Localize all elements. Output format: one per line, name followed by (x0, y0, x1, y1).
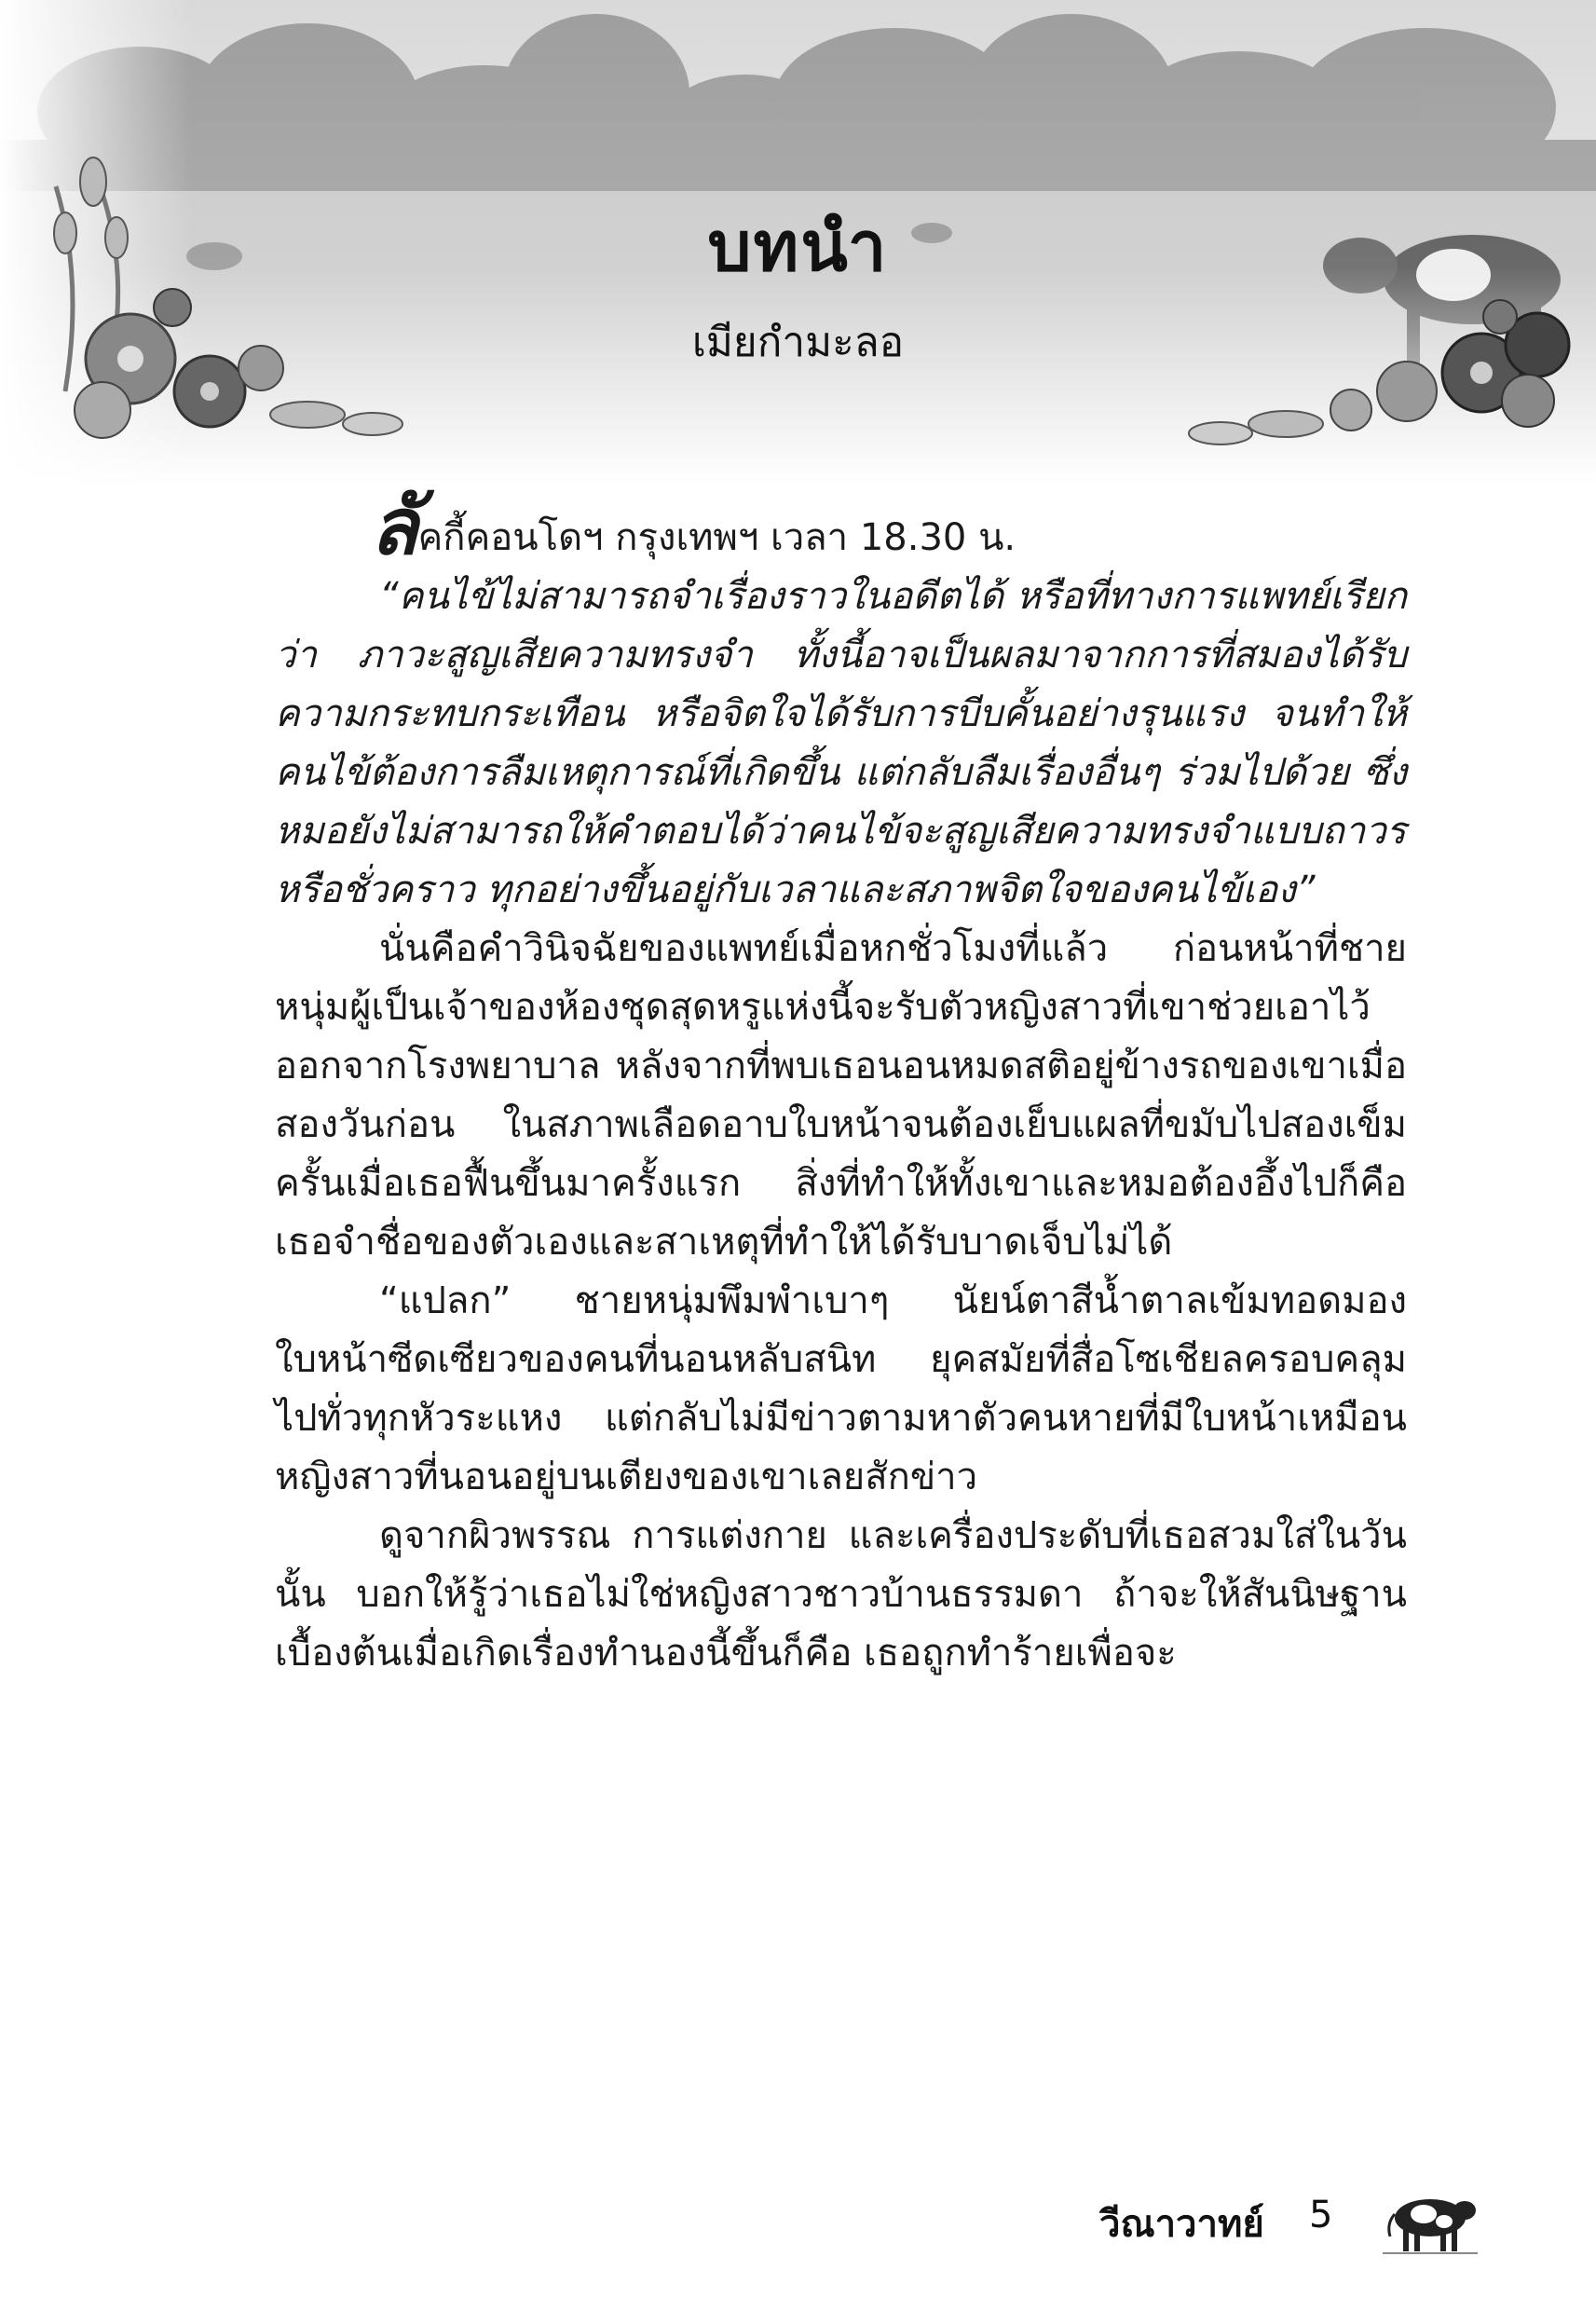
cow-icon (1379, 2182, 1481, 2257)
footer-book-title: วีณาวาทย์ (1099, 2203, 1264, 2246)
paragraph: “แปลก” ชายหนุ่มพึมพำเบาๆ นัยน์ตาสีน้ำตาลเข้มทอดมองใบหน้าซีดเซียวของคนที่นอนหลับสนิท ยุคสมัยที่สื่อโซเชียลครอบคลุมไปทั่วทุกหัวระแหง แต่กลับไม่มีข่าวตามหาตัวคนหายที่มีใบหน้าเหมือนหญิงสาวที่นอนอยู่บนเตียงของเขาเลยสักข่าว (275, 1279, 1407, 1498)
paragraph: “คนไข้ไม่สามารถจำเรื่องราวในอดีตได้ หรือที่ทางการแพทย์เรียกว่า ภาวะสูญเสียความทรงจำ ทั้งนี้อาจเป็นผลมาจากการที่สมองได้รับความกระทบกระเทือน หรือจิตใจได้รับการบีบคั้นอย่างรุนแรง จนทำให้คนไข้ต้องการลืมเหตุการณ์ที่เกิดขึ้น แต่กลับลืมเรื่องอื่นๆ ร่วมไปด้วย ซึ่งหมอยังไม่สามารถให้คำตอบได้ว่าคนไข้จะสูญเสียความทรงจำแบบถาวรหรือชั่วคราว ทุกอย่างขึ้นอยู่กับเวลาและสภาพจิตใจของคนไข้เอง” (275, 575, 1407, 911)
chapter-title: บทนำ (707, 207, 889, 287)
opening-line (275, 481, 1407, 572)
paragraph: ดูจากผิวพรรณ การแต่งกาย และเครื่องประดับที่เธอสวมใส่ในวันนั้น บอกให้รู้ว่าเธอไม่ใช่หญิงสาวชาวบ้านธรรมดา ถ้าจะให้สันนิษฐานเบื้องต้นเมื่อเกิดเรื่องทำนองนี้ขึ้นก็คือ เธอถูกทำร้ายเพื่อจะ (275, 1514, 1407, 1675)
location-line: คกี้คอนโดฯ กรุงเทพฯ เวลา 18.30 น. (417, 516, 1016, 559)
page-footer (1099, 2182, 1537, 2257)
chapter-body (275, 481, 1407, 1683)
paragraph: นั่นคือคำวินิจฉัยของแพทย์เมื่อหกชั่วโมงที่แล้ว ก่อนหน้าที่ชายหนุ่มผู้เป็นเจ้าของห้องชุดสุดหรูแห่งนี้จะรับตัวหญิงสาวที่เขาช่วยเอาไว้ออกจากโรงพยาบาล หลังจากที่พบเธอนอนหมดสติอยู่ข้างรถของเขาเมื่อสองวันก่อน ในสภาพเลือดอาบใบหน้าจนต้องเย็บแผลที่ขมับไปสองเข็ม ครั้นเมื่อเธอฟื้นขึ้นมาครั้งแรก สิ่งที่ทำให้ทั้งเขาและหมอต้องอึ้งไปก็คือ เธอจำชื่อของตัวเองและสาเหตุที่ทำให้ได้รับบาดเจ็บไม่ได้ (275, 927, 1407, 1264)
page-number: 5 (1309, 2194, 1333, 2236)
drop-cap: ลั (370, 481, 418, 572)
chapter-author: เมียกำมะลอ (691, 319, 905, 366)
